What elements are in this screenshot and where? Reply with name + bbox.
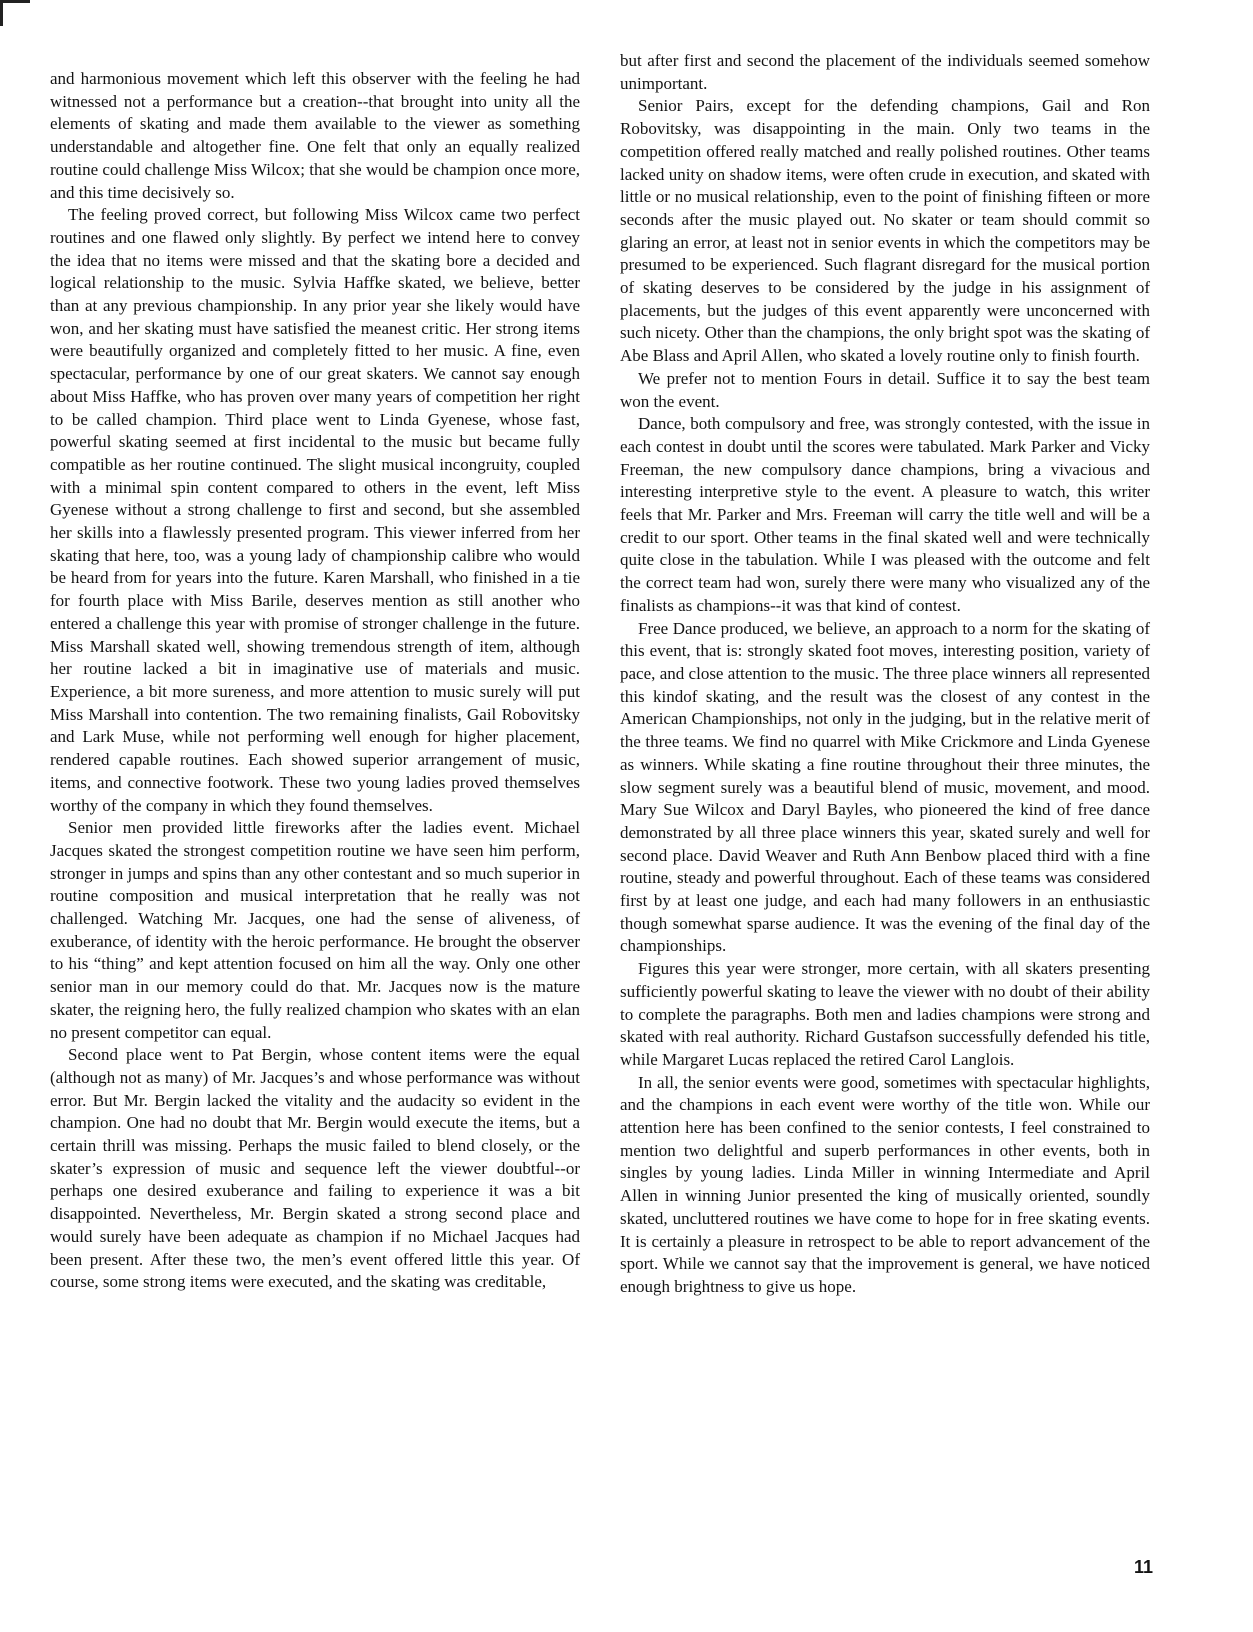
paragraph: We prefer not to mention Fours in detail. Suffice it to say the best team won the event. — [620, 368, 1150, 411]
paragraph: Figures this year were stronger, more certain, with all skaters presenting sufficiently powerful skating to leave the viewer with no doubt of their ability to complete the paragraphs. Both men and ladies champions were strong and skated with real authority. Richard Gustafson successfully defended his title, while Margaret Lucas replaced the retired Carol Langlois. — [620, 959, 1150, 1069]
paragraph: In all, the senior events were good, sometimes with spectacular highlights, and the champions in each event were worthy of the title won. While our attention here has been confined to the senior contests, I feel constrained to mention two delightful and superb performances in other events, both in singles by young ladies. Linda Miller in winning Intermediate and April Allen in winning Junior presented the king of musically oriented, soundly skated, uncluttered routines we have come to hope for in free skating events. It is certainly a pleasure in retrospect to be able to report advancement of the sport. While we cannot say that the improvement is general, we have noticed enough brightness to give us hope. — [620, 1072, 1150, 1296]
paragraph: Senior Pairs, except for the defending champions, Gail and Ron Robovitsky, was disappointing in the main. Only two teams in the competition offered really matched and really polished routines. Other teams lacked unity on shadow items, were often crude in execution, and skated with little or no musical relationship, even to the point of finishing fifteen or more seconds after the music played out. No skater or team should commit so glaring an error, at least not in senior events in which the competitors may be presumed to be experienced. Such flagrant disregard for the musical portion of skating deserves to be considered by the judge in his assignment of placements, but the judges of this event apparently were unconcerned with such nicety. Other than the champions, the only bright spot was the skating of Abe Blass and April Allen, who skated a lovely routine only to finish fourth. — [620, 96, 1150, 366]
paragraph: Free Dance produced, we believe, an approach to a norm for the skating of this event, that is: strongly skated foot moves, interesting position, variety of pace, and close attention to the music. The three place winners all represented this kindof skating, and the result was the closest of any contest in the American Championships, not only in the judging, but in the relative merit of the three teams. We find no quarrel with Mike Crickmore and Linda Gyenese as winners. While skating a fine routine throughout their three minutes, the slow segment surely was a beautiful blend of music, movement, and mood. Mary Sue Wilcox and Daryl Bayles, who pioneered the kind of free dance demonstrated by all three place winners this year, skated surely and well for second place. David Weaver and Ruth Ann Benbow placed third with a fine routine, steady and powerful throughout. Each of these teams was considered first by at least one judge, and each had many followers in an enthusiastic though somewhat sparse audience. It was the evening of the final day of the championships. — [620, 618, 1150, 956]
paragraph: Second place went to Pat Bergin, whose content items were the equal (although not as many) of Mr. Jacques’s and whose performance was without error. But Mr. Bergin lacked the vitality and the audacity so evident in the champion. One had no doubt that Mr. Bergin would execute the items, but a certain thrill was missing. Perhaps the music failed to blend closely, or the skater’s expression of music and sequence left the viewer doubtful--or perhaps one desired exuberance and failing to experience it was a bit disappointed. Nevertheless, Mr. Bergin skated a strong second place and would surely have been adequate as champion if no Michael Jacques had been present. After these two, the men’s event offered little this year. Of course, some strong items were executed, and the skating was creditable, — [50, 1045, 580, 1292]
corner-crop-mark — [0, 0, 30, 26]
paragraph: but after first and second the placement of the individuals seemed somehow unimportant. — [620, 51, 1150, 93]
right-column — [620, 50, 1150, 1299]
paragraph: The feeling proved correct, but following Miss Wilcox came two perfect routines and one flawed only slightly. By perfect we intend here to convey the idea that no items were missed and that the skating bore a decided and logical relationship to the music. Sylvia Haffke skated, we believe, better than at any previous championship. In any prior year she likely would have won, and her skating must have satisfied the meanest critic. Her strong items were beautifully organized and completely fitted to her music. A fine, even spectacular, performance by one of our great skaters. We cannot say enough about Miss Haffke, who has proven over many years of competition her right to be called champion. Third place went to Linda Gyenese, whose fast, powerful skating seemed at first incidental to the music but became fully compatible as her routine continued. The slight musical incongruity, coupled with a minimal spin content compared to others in the event, left Miss Gyenese without a strong challenge to first and second, but she assembled her skills into a flawlessly presented program. This viewer inferred from her skating that here, too, was a young lady of championship calibre who would be heard from for years into the future. Karen Marshall, who finished in a tie for fourth place with Miss Barile, deserves mention as still another who entered a challenge this year with promise of stronger challenge in the future. Miss Marshall skated well, showing tremendous strength of item, although her routine lacked a bit in imaginative use of materials and music. Experience, a bit more sureness, and more attention to music surely will put Miss Marshall into contention. The two remaining finalists, Gail Robovitsky and Lark Muse, while not performing well enough for higher placement, rendered capable routines. Each showed superior arrangement of music, items, and connective footwork. These two young ladies proved themselves worthy of the company in which they found themselves. — [50, 205, 580, 815]
paragraph: Dance, both compulsory and free, was strongly contested, with the issue in each contest in doubt until the scores were tabulated. Mark Parker and Vicky Freeman, the new compulsory dance champions, bring a vivacious and interesting interpretive style to the event. A pleasure to watch, this writer feels that Mr. Parker and Mrs. Freeman will carry the title well and will be a credit to our sport. Other teams in the final skated well and were technically quite close in the tabulation. While I was pleased with the outcome and felt the correct team had won, surely there were many who visualized any of the finalists as champions--it was that kind of contest. — [620, 414, 1150, 615]
left-column — [50, 68, 580, 1294]
paragraph: Senior men provided little fireworks after the ladies event. Michael Jacques skated the strongest competition routine we have seen him perform, stronger in jumps and spins than any other contestant and so much superior in routine composition and musical interpretation that he really was not challenged. Watching Mr. Jacques, one had the sense of aliveness, of exuberance, of identity with the heroic performance. He brought the observer to his “thing” and kept attention focused on him all the way. Only one other senior man in our memory could do that. Mr. Jacques now is the mature skater, the reigning hero, the fully realized champion who skates with an elan no present competitor can equal. — [50, 818, 580, 1042]
paragraph: and harmonious movement which left this observer with the feeling he had witnessed not a performance but a creation--that brought into unity all the elements of skating and made them available to the viewer as something understandable and altogether fine. One felt that only an equally realized routine could challenge Miss Wilcox; that she would be champion once more, and this time decisively so. — [50, 69, 580, 202]
page-number: 11 — [1133, 1557, 1153, 1577]
